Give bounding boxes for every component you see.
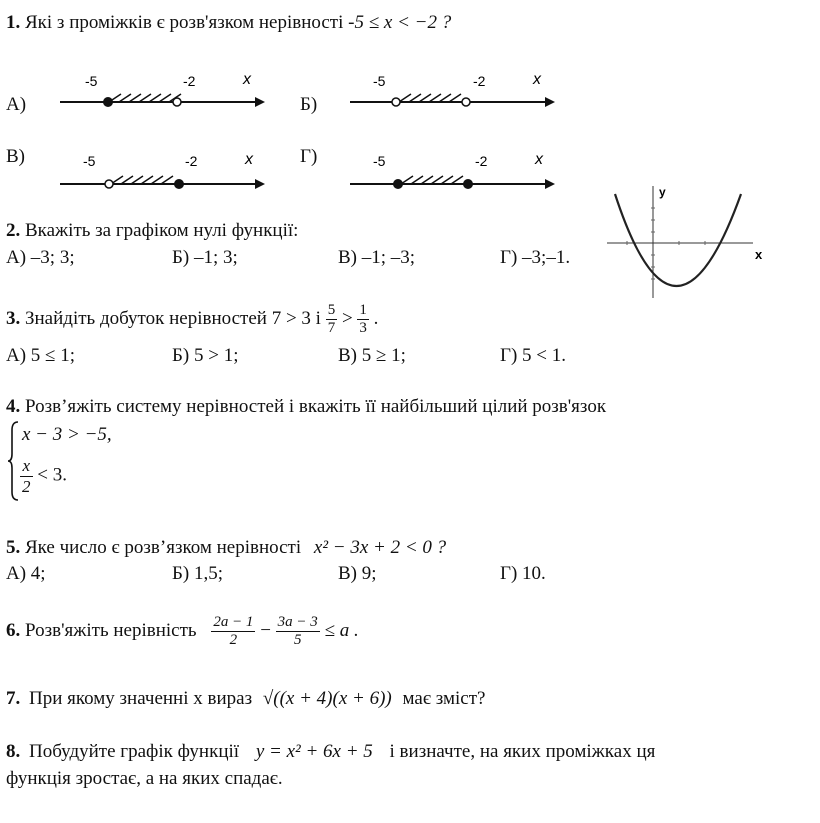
nl-c-right-point (174, 179, 184, 189)
q1-option-a-label: А) (6, 94, 27, 115)
q3-gt: > (341, 308, 353, 329)
nl-a-hatch (109, 94, 181, 102)
parabola-curve (615, 194, 741, 286)
q8-line2: функція зростає, а на яких спадає. (6, 768, 283, 789)
nl-d-left: -5 (373, 153, 386, 169)
number-line-b (345, 66, 560, 118)
nl-a-left: -5 (85, 73, 98, 89)
q3-end: . (373, 308, 379, 329)
graph-x-label: x (755, 247, 763, 262)
q6-f2-den: 5 (293, 632, 302, 649)
q1-text: Які з проміжків є розв'язком нерівності (25, 12, 344, 33)
nl-d-right-point (463, 179, 473, 189)
q3-conj: і (315, 308, 321, 329)
q3-number: 3. (6, 308, 21, 329)
nl-c-left-point (105, 180, 113, 188)
q2-question (6, 220, 298, 242)
q6-rest: ≤ a . (324, 620, 359, 641)
q2-text: Вкажіть за графіком нулі функції: (25, 220, 299, 241)
q3-option-b: Б) 5 > 1; (172, 345, 239, 366)
q2-option-c: В) –1; –3; (338, 247, 416, 268)
q3-fraction-2 (357, 302, 369, 338)
q6-f2-num: 3a − 3 (276, 614, 320, 632)
q6-fraction-2 (276, 614, 320, 650)
q5-text: Яке число є розв’язком нерівності (25, 537, 302, 558)
number-line-a (55, 66, 270, 118)
q6-f1-num: 2a − 1 (211, 614, 255, 632)
q5-option-b: Б) 1,5; (172, 563, 224, 584)
q6-question (6, 608, 359, 654)
q5-expr: x² − 3x + 2 < 0 ? (313, 537, 447, 558)
nl-b-right-point (462, 98, 470, 106)
q3-option-d: Г) 5 < 1. (500, 345, 567, 366)
q1-option-b-label: Б) (300, 94, 318, 115)
q6-f1-den: 2 (229, 632, 238, 649)
q6-text: Розв'яжіть нерівність (25, 620, 197, 641)
nl-b-axis-label: x (533, 71, 541, 88)
q8-text-a: Побудуйте графік функції (29, 741, 240, 762)
nl-c-right: -2 (185, 153, 198, 169)
q4-text: Розв’яжіть систему нерівностей і вкажіть її найбільший цілий розв'язок (25, 396, 607, 417)
nl-b-left-point (392, 98, 400, 106)
q3-fraction-1 (326, 302, 338, 338)
nl-a-axis-label: x (243, 71, 251, 88)
q3-text: Знайдіть добуток нерівностей (25, 308, 267, 329)
q4-line2 (20, 456, 67, 496)
q7-text: При якому значенні х вираз (29, 688, 253, 709)
q3-frac2-num: 1 (357, 302, 369, 320)
nl-a-right: -2 (183, 73, 196, 89)
system-brace (6, 420, 20, 502)
nl-c-left: -5 (83, 153, 96, 169)
q2-option-b: Б) –1; 3; (172, 247, 238, 268)
nl-d-right: -2 (475, 153, 488, 169)
q5-option-c: В) 9; (338, 563, 377, 584)
q6-minus: − (260, 620, 271, 641)
q5-question (6, 537, 446, 559)
parabola-graph (603, 182, 773, 302)
q8-expr: y = x² + 6x + 5 (255, 741, 373, 762)
q4-fraction (20, 456, 33, 496)
q3-frac1-num: 5 (326, 302, 338, 320)
q7-text-end: має зміст? (402, 688, 486, 709)
q8-number: 8. (6, 741, 21, 762)
q1-option-d-label: Г) (300, 146, 318, 167)
q5-option-d: Г) 10. (500, 563, 546, 584)
q8-line1 (6, 741, 655, 763)
nl-b-left: -5 (373, 73, 386, 89)
q7-expr: √((x + 4)(x + 6)) (262, 688, 392, 709)
q4-line2-rest: < 3. (37, 464, 67, 486)
q3-option-c: В) 5 ≥ 1; (338, 345, 406, 366)
nl-d-axis-label: x (535, 151, 543, 168)
q2-number: 2. (6, 220, 21, 241)
nl-a-left-point (103, 97, 113, 107)
q5-number: 5. (6, 537, 21, 558)
q2-option-a: А) –3; 3; (6, 247, 75, 268)
q3-frac1-den: 7 (327, 320, 336, 337)
q6-number: 6. (6, 620, 21, 641)
q7-question (6, 688, 485, 710)
q4-frac-num: x (20, 456, 33, 477)
q4-question (6, 396, 606, 418)
q7-number: 7. (6, 688, 21, 709)
q3-question (6, 297, 378, 341)
q1-question (6, 12, 451, 34)
q4-number: 4. (6, 396, 21, 417)
q4-frac-den: 2 (22, 476, 31, 496)
q8-text-b: і визначте, на яких проміжках ця (389, 741, 656, 762)
q3-option-a: А) 5 ≤ 1; (6, 345, 76, 366)
q2-option-d: Г) –3;–1. (500, 247, 571, 268)
q3-ineq1: 7 > 3 (271, 308, 311, 329)
q1-inequality: -5 ≤ x < −2 ? (348, 12, 452, 33)
nl-c-axis-label: x (245, 151, 253, 168)
nl-b-right: -2 (473, 73, 486, 89)
q3-frac2-den: 3 (359, 320, 367, 337)
q4-line1: x − 3 > −5, (22, 424, 112, 445)
nl-a-right-point (173, 98, 181, 106)
q1-option-c-label: В) (6, 146, 25, 167)
nl-d-left-point (393, 179, 403, 189)
number-line-c (55, 148, 270, 196)
graph-y-label: y (659, 185, 666, 199)
number-line-d (345, 148, 560, 196)
q1-number: 1. (6, 12, 21, 33)
q6-fraction-1 (211, 614, 255, 650)
q5-option-a: А) 4; (6, 563, 46, 584)
